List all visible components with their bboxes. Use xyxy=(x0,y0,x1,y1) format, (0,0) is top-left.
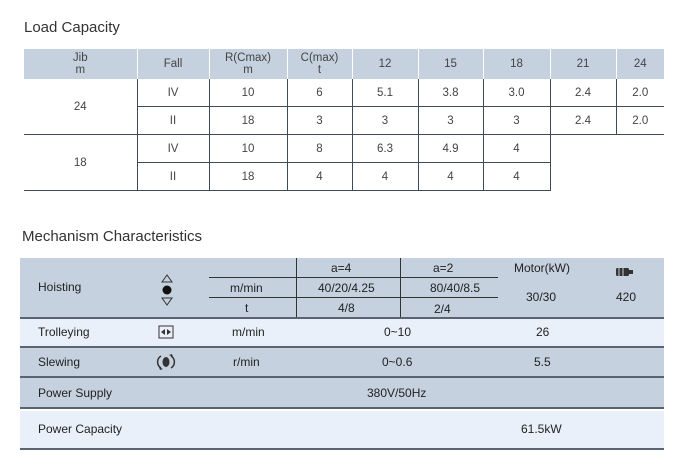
jib-cell: 24 xyxy=(24,79,137,135)
power-supply-row xyxy=(20,378,664,409)
hoisting-divider xyxy=(296,258,297,317)
hoisting-divider xyxy=(400,258,401,317)
header-radius-21: 21 xyxy=(550,49,616,79)
slewing-range: 0~0.6 xyxy=(382,355,413,369)
c-cell: 4 xyxy=(287,163,352,191)
header-radius-18: 18 xyxy=(483,49,550,79)
header-jib-label: Jib xyxy=(72,52,88,64)
value-cell: 3.8 xyxy=(418,79,483,107)
value-cell: 3.0 xyxy=(483,79,550,107)
header-radius-24: 24 xyxy=(616,49,664,79)
value-cell: 2.4 xyxy=(550,79,616,107)
fall-cell: IV xyxy=(137,135,209,163)
power-supply-label: Power Supply xyxy=(38,386,113,400)
header-r-cmax xyxy=(209,49,287,79)
value-cell: 4.9 xyxy=(418,135,483,163)
r-cell: 18 xyxy=(209,163,287,191)
header-r-cmax-label: R(Cmax) xyxy=(225,52,271,64)
a4-label: a=4 xyxy=(331,261,352,275)
value-cell: 2.0 xyxy=(616,107,664,135)
header-c-max xyxy=(287,49,352,79)
a2-load: 2/4 xyxy=(434,302,451,316)
fall-cell: II xyxy=(137,107,209,135)
a4-speed: 40/20/4.25 xyxy=(318,281,375,295)
header-fall: Fall xyxy=(137,49,209,79)
value-cell: 2.4 xyxy=(550,107,616,135)
table-row xyxy=(24,79,664,107)
trolleying-unit: m/min xyxy=(232,325,265,339)
a4-load: 4/8 xyxy=(338,301,355,315)
empty-cell xyxy=(550,135,616,163)
power-capacity-row xyxy=(20,411,664,450)
header-jib-unit: m xyxy=(75,64,86,76)
value-cell: 6.3 xyxy=(352,135,418,163)
table-header-row xyxy=(24,49,664,79)
hoisting-label: Hoisting xyxy=(38,280,82,294)
fall-cell: II xyxy=(137,163,209,191)
power-capacity-label: Power Capacity xyxy=(38,422,123,436)
hoisting-load-unit: t xyxy=(245,301,249,315)
mechanism-title: Mechanism Characteristics xyxy=(22,228,203,245)
a2-speed: 80/40/8.5 xyxy=(430,281,481,295)
motor-extra-value: 420 xyxy=(616,290,637,304)
table-row xyxy=(24,135,664,163)
header-r-cmax-unit: m xyxy=(243,64,253,76)
power-supply-value: 380V/50Hz xyxy=(367,386,427,400)
a2-label: a=2 xyxy=(433,261,454,275)
header-jib xyxy=(24,49,137,79)
hoisting-divider xyxy=(209,277,498,278)
r-cell: 18 xyxy=(209,107,287,135)
value-cell: 2.0 xyxy=(616,79,664,107)
motor-label: Motor(kW) xyxy=(514,261,570,275)
load-capacity-title: Load Capacity xyxy=(24,19,120,36)
value-cell: 5.1 xyxy=(352,79,418,107)
slewing-label: Slewing xyxy=(38,355,81,369)
trolley-icon xyxy=(158,324,174,340)
power-capacity-value: 61.5kW xyxy=(521,422,562,436)
load-capacity-table xyxy=(24,49,664,191)
hoisting-row xyxy=(20,258,664,319)
c-cell: 8 xyxy=(287,135,352,163)
motor-value: 30/30 xyxy=(526,290,557,304)
value-cell: 4 xyxy=(352,163,418,191)
empty-cell xyxy=(616,163,664,191)
empty-cell xyxy=(616,135,664,163)
value-cell: 4 xyxy=(483,135,550,163)
trolleying-row xyxy=(20,319,664,348)
header-radius-12: 12 xyxy=(352,49,418,79)
trolleying-label: Trolleying xyxy=(38,325,90,339)
header-c-max-unit: t xyxy=(317,64,322,76)
motor-icon xyxy=(615,266,635,278)
hoisting-speed-unit: m/min xyxy=(230,281,263,295)
slewing-unit: r/min xyxy=(233,355,260,369)
fall-cell: IV xyxy=(137,79,209,107)
jib-cell: 18 xyxy=(24,135,137,191)
slewing-icon xyxy=(156,353,176,371)
value-cell: 3 xyxy=(483,107,550,135)
value-cell: 4 xyxy=(483,163,550,191)
c-cell: 3 xyxy=(287,107,352,135)
value-cell: 3 xyxy=(418,107,483,135)
trolleying-range: 0~10 xyxy=(384,325,412,339)
slewing-motor: 5.5 xyxy=(534,355,551,369)
trolleying-motor: 26 xyxy=(536,325,550,339)
c-cell: 6 xyxy=(287,79,352,107)
value-cell: 3 xyxy=(352,107,418,135)
header-c-max-label: C(max) xyxy=(300,52,339,64)
r-cell: 10 xyxy=(209,79,287,107)
value-cell: 4 xyxy=(418,163,483,191)
hoist-up-down-icon xyxy=(160,274,174,306)
slewing-row xyxy=(20,348,664,378)
header-radius-15: 15 xyxy=(418,49,483,79)
hoisting-divider xyxy=(209,297,498,298)
r-cell: 10 xyxy=(209,135,287,163)
empty-cell xyxy=(550,163,616,191)
